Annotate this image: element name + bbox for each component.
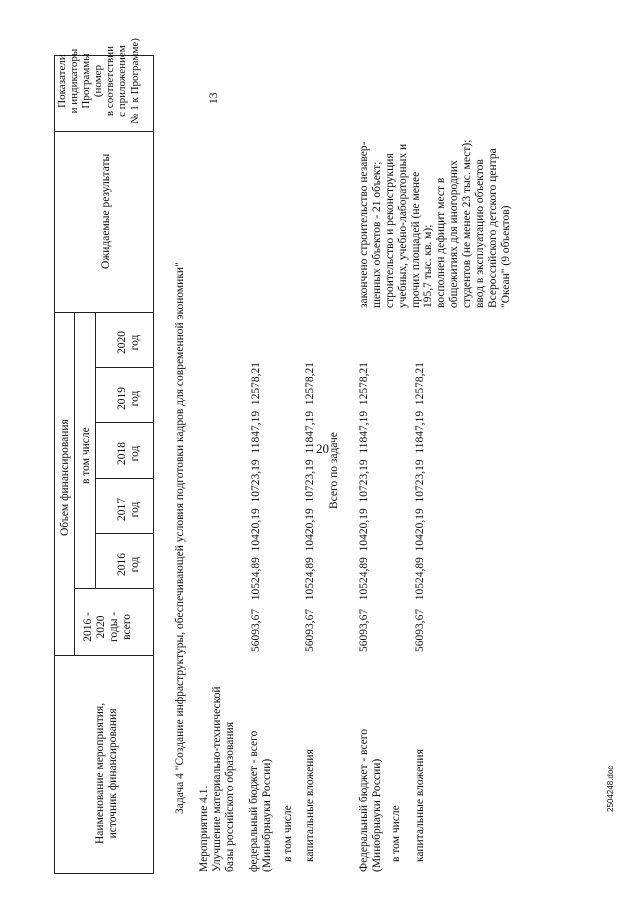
header-year-2018: 2018 год (116, 442, 141, 465)
header-in-that: в том числе (80, 427, 92, 484)
total-capital-values: 56093,67 10524,89 10420,19 10723,19 11847,19 12578,21 (414, 362, 426, 652)
indicator-value: 13 (208, 92, 220, 104)
expected-results-text: закончено строительство незавер- шенных объектов - 21 объект; строительство и реконструкция учебных, учебно-лабораторных и прочих площадей (не менее 195,7 тыс. кв. м); восполнен дефицит мест в общежитиях для иногородних студентов (не менее 23 тыс. мест); ввод в эксплуатацию объектов Всероссийского детского центра "Океан" (9 объектов) (358, 139, 512, 308)
col-divider-results (54, 131, 154, 132)
rotated-table-page (52, 38, 612, 874)
years-subheader-line (95, 313, 96, 589)
row-capital-label: капитальные вложения (304, 749, 316, 862)
col-divider-2017 (95, 478, 154, 479)
row-including-label: в том числе (282, 805, 294, 862)
file-code: 2504248.doc (606, 765, 615, 812)
total-federal-values: 56093,67 10524,89 10420,19 10723,19 11847,19 12578,21 (358, 362, 370, 652)
total-including-label: в том числе (390, 805, 402, 862)
col-divider-funding-end (54, 312, 154, 313)
header-year-2020: 2020 год (116, 331, 141, 354)
task-heading: Задача 4 "Создание инфраструктуры, обеспечивающей условия подготовки кадров для современной экономики" (174, 262, 186, 814)
header-results-col: Ожидаемые результаты (100, 153, 112, 269)
total-federal-label: Федеральный бюджет - всего (Минобрнауки России) (358, 729, 383, 872)
header-year-2019: 2019 год (116, 387, 141, 410)
table-top-border (54, 56, 55, 874)
table-left-border (54, 873, 154, 874)
measure-title: Мероприятие 4.1. Улучшение материально-технической базы российского образования (198, 686, 236, 872)
header-bottom-border (153, 56, 154, 874)
total-heading: Всего по задаче (328, 432, 340, 509)
header-year-2016: 2016 год (116, 553, 141, 576)
row-federal-values: 56093,67 10524,89 10420,19 10723,19 11847,19 12578,21 (250, 362, 262, 652)
col-divider-2019 (95, 367, 154, 368)
row-federal-label: федеральный бюджет - всего (Минобрнауки России) (248, 730, 273, 872)
col-divider-2018 (95, 422, 154, 423)
header-funding-title: Объем финансирования (59, 419, 71, 536)
header-total-col: 2016 - 2020 годы - всего (82, 611, 133, 642)
header-year-2017: 2017 год (116, 498, 141, 521)
col-divider-2016 (95, 533, 154, 534)
header-name-col: Наименование мероприятия, источник финансирования (94, 702, 119, 844)
col-divider-name (54, 655, 154, 656)
funding-subheader-line (74, 313, 75, 656)
col-divider-total (74, 588, 154, 589)
row-capital-values: 56093,67 10524,89 10420,19 10723,19 11847,19 12578,21 (304, 362, 316, 652)
page-number: 20 (316, 441, 329, 456)
header-indicators-col: Показатели и индикаторы Программы (номер в соответствии с приложением № 1 к Программе) (56, 38, 141, 124)
total-capital-label: капитальные вложения (414, 749, 426, 862)
